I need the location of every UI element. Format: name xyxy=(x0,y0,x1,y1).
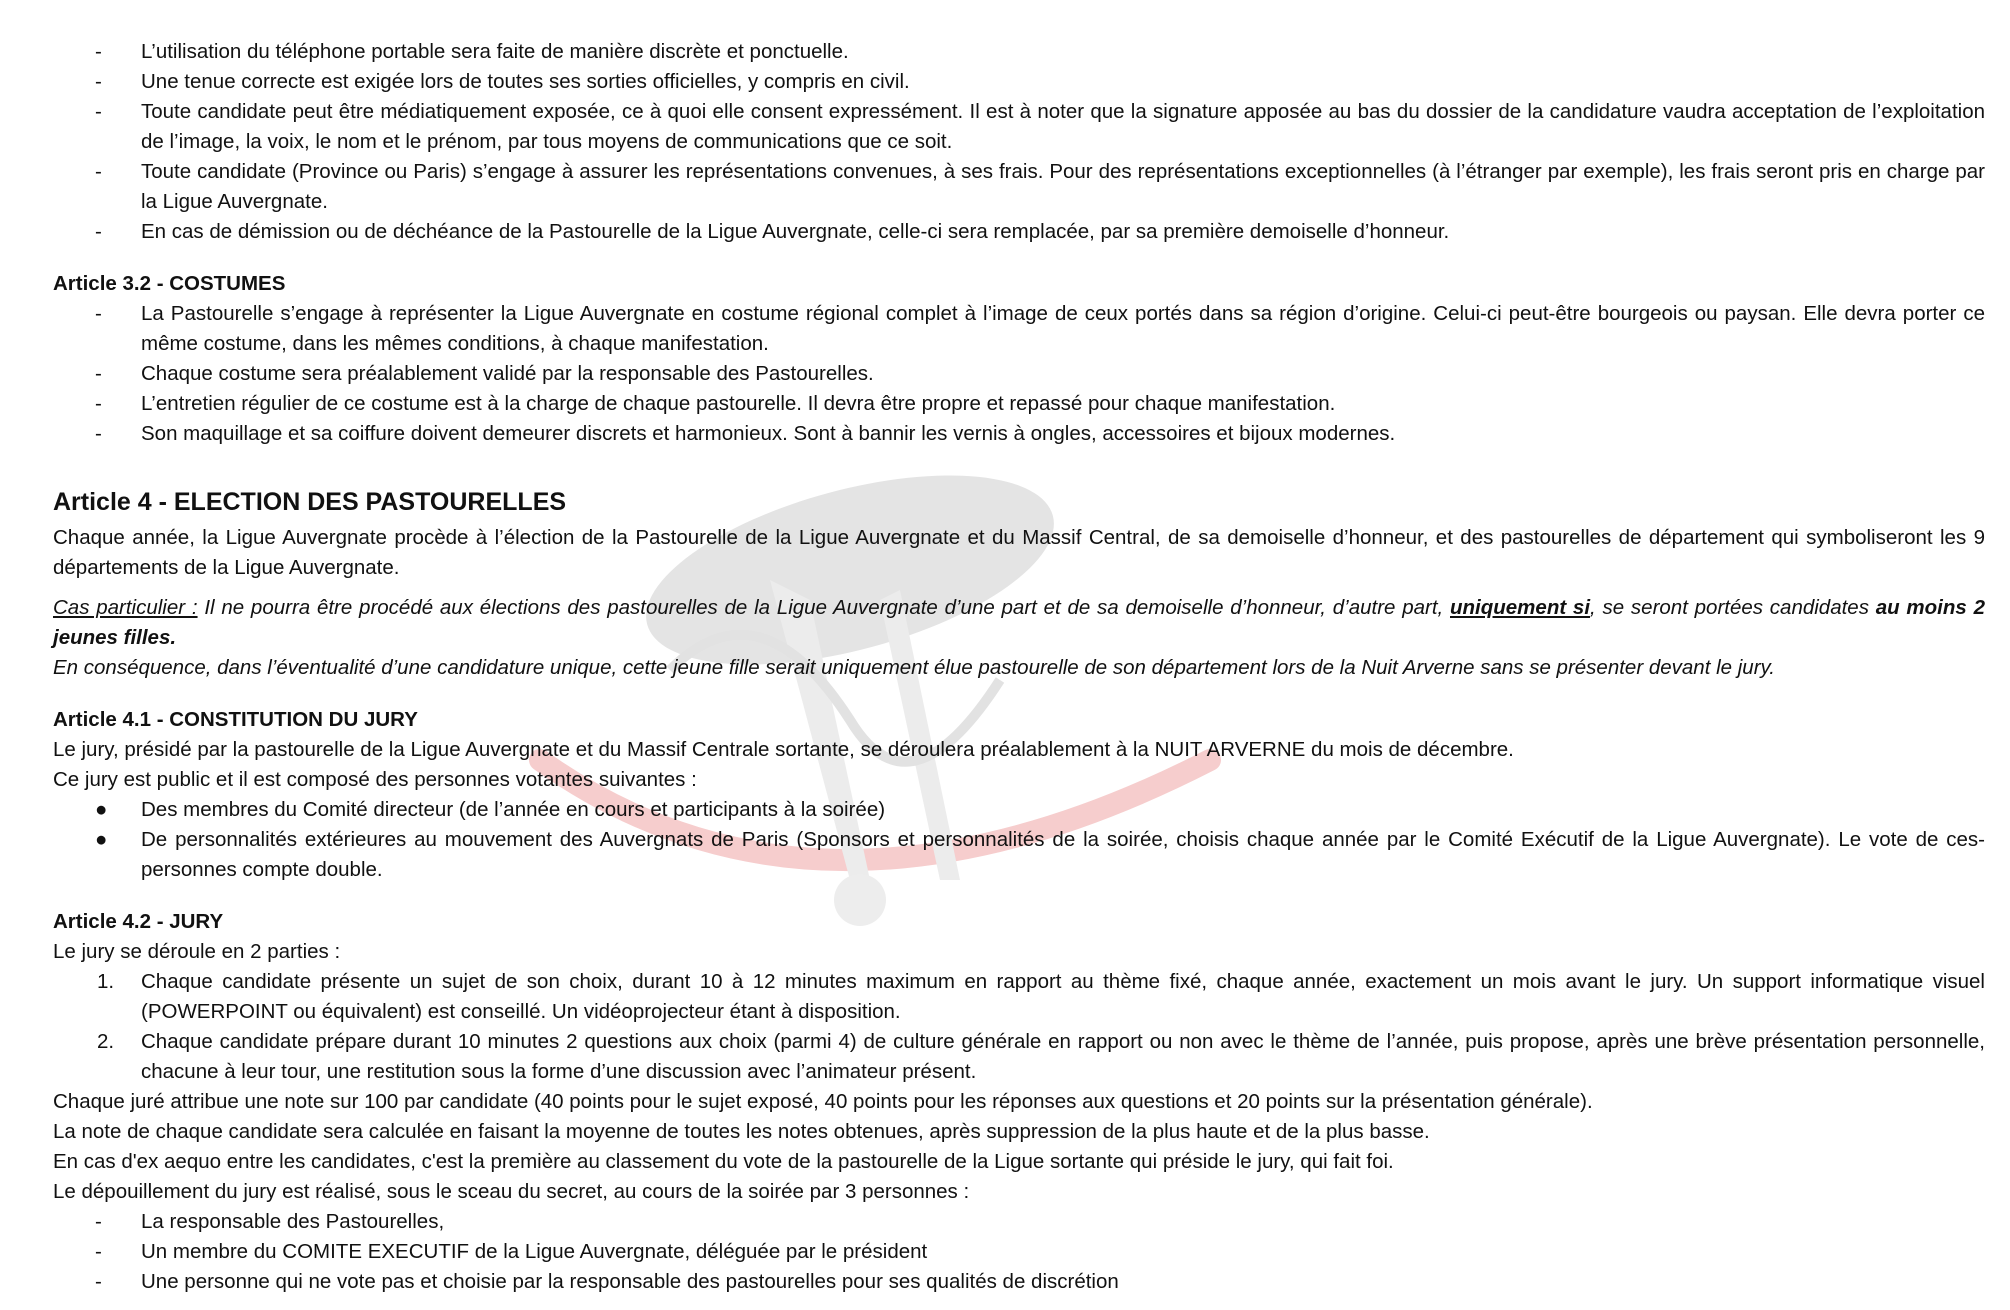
article-4-heading: Article 4 - ELECTION DES PASTOURELLES xyxy=(53,488,567,516)
depouillement-list xyxy=(53,1207,1985,1297)
article-4-1-heading: Article 4.1 - CONSTITUTION DU JURY xyxy=(53,708,418,731)
list-item: - Un membre du COMITE EXECUTIF de la Ligue Auvergnate, déléguée par le président xyxy=(95,1240,928,1263)
jury-parts-list xyxy=(53,967,1985,1087)
list-item: - Une tenue correcte est exigée lors de toutes ses sorties officielles, y compris en civil. xyxy=(95,70,910,93)
list-item: - Une personne qui ne vote pas et choisie par la responsable des pastourelles pour ses qualités de discrétion xyxy=(95,1270,1119,1293)
bullet-icon: ● xyxy=(95,828,108,851)
list-item: - La Pastourelle s’engage à représenter la Ligue Auvergnate en costume régional complet à l’image de ceux portés dans sa région d’origine. Celui-ci peut-être bourgeois ou paysan. Elle devra porter ce même costume, dans les mêmes conditions, à chaque manifestation. xyxy=(95,302,1985,355)
list-item: 1. Chaque candidate présente un sujet de son choix, durant 10 à 12 minutes maximum en rapport au thème fixé, chaque année, exactement un mois avant le jury. Un support informatique visuel (POWERPOINT ou équivalent) est conseillé. Un vidéoprojecteur étant à disposition. xyxy=(97,970,1985,1023)
article-4-2-heading: Article 4.2 - JURY xyxy=(53,910,224,933)
list-item: - La responsable des Pastourelles, xyxy=(95,1210,445,1233)
cas-label: Cas particulier : xyxy=(53,596,198,619)
costumes-list xyxy=(53,299,1985,449)
list-item: ● Des membres du Comité directeur (de l’année en cours et participants à la soirée) xyxy=(53,795,1985,825)
jury-rule-2: La note de chaque candidate sera calculée en faisant la moyenne de toutes les notes obtenues, après suppression de la plus haute et de la plus basse. xyxy=(53,1120,1430,1143)
list-item: - Toute candidate peut être médiatiquement exposée, ce à quoi elle consent expressément. Il est à noter que la signature apposée au bas du dossier de la candidature vaudra acceptation de l’exploitation de l’image, la voix, le nom et le prénom, par tous moyens de communications que ce soit. xyxy=(95,100,1985,153)
list-item: - L’entretien régulier de ce costume est à la charge de chaque pastourelle. Il devra être propre et repassé pour chaque manifestation. xyxy=(95,392,1336,415)
list-item: - Toute candidate (Province ou Paris) s’engage à assurer les représentations convenues, à ses frais. Pour des représentations exceptionnelles (à l’étranger par exemple), les frais seront pris en charge par la Ligue Auvergnate. xyxy=(95,160,1985,213)
consequence-line: En conséquence, dans l’éventualité d’une candidature unique, cette jeune fille serait uniquement élue pastourelle de son département lors de la Nuit Arverne sans se présenter devant le jury. xyxy=(53,656,1775,679)
cas-bold-end: au moins 2 jeunes filles. xyxy=(53,596,1985,649)
list-item: - L’utilisation du téléphone portable sera faite de manière discrète et ponctuelle. xyxy=(95,40,849,63)
jury-rule-3: En cas d'ex aequo entre les candidates, c'est la première au classement du vote de la pastourelle de la Ligue sortante qui préside le jury, qui fait foi. xyxy=(53,1150,1394,1173)
jury-rule-4: Le dépouillement du jury est réalisé, sous le sceau du secret, au cours de la soirée par 3 personnes : xyxy=(53,1180,970,1203)
jury-intro: Le jury se déroule en 2 parties : xyxy=(53,940,341,963)
jury-line-2: Ce jury est public et il est composé des personnes votantes suivantes : xyxy=(53,768,697,791)
article-4-paragraph: Chaque année, la Ligue Auvergnate procède à l’élection de la Pastourelle de la Ligue Auvergnate et du Massif Central, de sa demoiselle d’honneur, et des pastourelles de département qui symboliseront les 9 départements de la Ligue Auvergnate. xyxy=(53,526,1985,579)
cas-particulier: Cas particulier : Il ne pourra être procédé aux élections des pastourelles de la Ligue Auvergnate d’une part et de sa demoiselle d’honneur, d’autre part, uniquement si, se seront portées candidates au moins 2 jeunes filles. xyxy=(53,596,1985,649)
bullet-icon: ● xyxy=(95,798,108,821)
article-3-2-heading: Article 3.2 - COSTUMES xyxy=(53,272,286,295)
jury-rule-1: Chaque juré attribue une note sur 100 par candidate (40 points pour le sujet exposé, 40 points pour les réponses aux questions et 20 points sur la présentation générale). xyxy=(53,1090,1593,1113)
list-item: 2. Chaque candidate prépare durant 10 minutes 2 questions aux choix (parmi 4) de culture générale en rapport ou non avec le thème de l’année, puis propose, après une brève présentation personnelle, chacune à leur tour, une restitution sous la forme d’une discussion avec l’animateur présent. xyxy=(97,1030,1985,1083)
list-item: - En cas de démission ou de déchéance de la Pastourelle de la Ligue Auvergnate, celle-ci sera remplacée, par sa première demoiselle d’honneur. xyxy=(95,220,1450,243)
list-item: ● De personnalités extérieures au mouvement des Auvergnats de Paris (Sponsors et personnalités de la soirée, choisis chaque année par le Comité Exécutif de la Ligue Auvergnate). Le vote de ces-personnes compte double. xyxy=(53,825,1985,885)
jury-line-1: Le jury, présidé par la pastourelle de la Ligue Auvergnate et du Massif Centrale sortante, se déroulera préalablement à la NUIT ARVERNE du mois de décembre. xyxy=(53,738,1514,761)
intro-list xyxy=(53,37,1985,247)
jury-members-list xyxy=(53,795,1985,885)
cas-emphasis: uniquement si xyxy=(1450,596,1591,619)
document-page xyxy=(53,37,1985,1297)
list-item: - Son maquillage et sa coiffure doivent demeurer discrets et harmonieux. Sont à bannir les vernis à ongles, accessoires et bijoux modernes. xyxy=(95,422,1396,445)
list-item: - Chaque costume sera préalablement validé par la responsable des Pastourelles. xyxy=(95,362,874,385)
